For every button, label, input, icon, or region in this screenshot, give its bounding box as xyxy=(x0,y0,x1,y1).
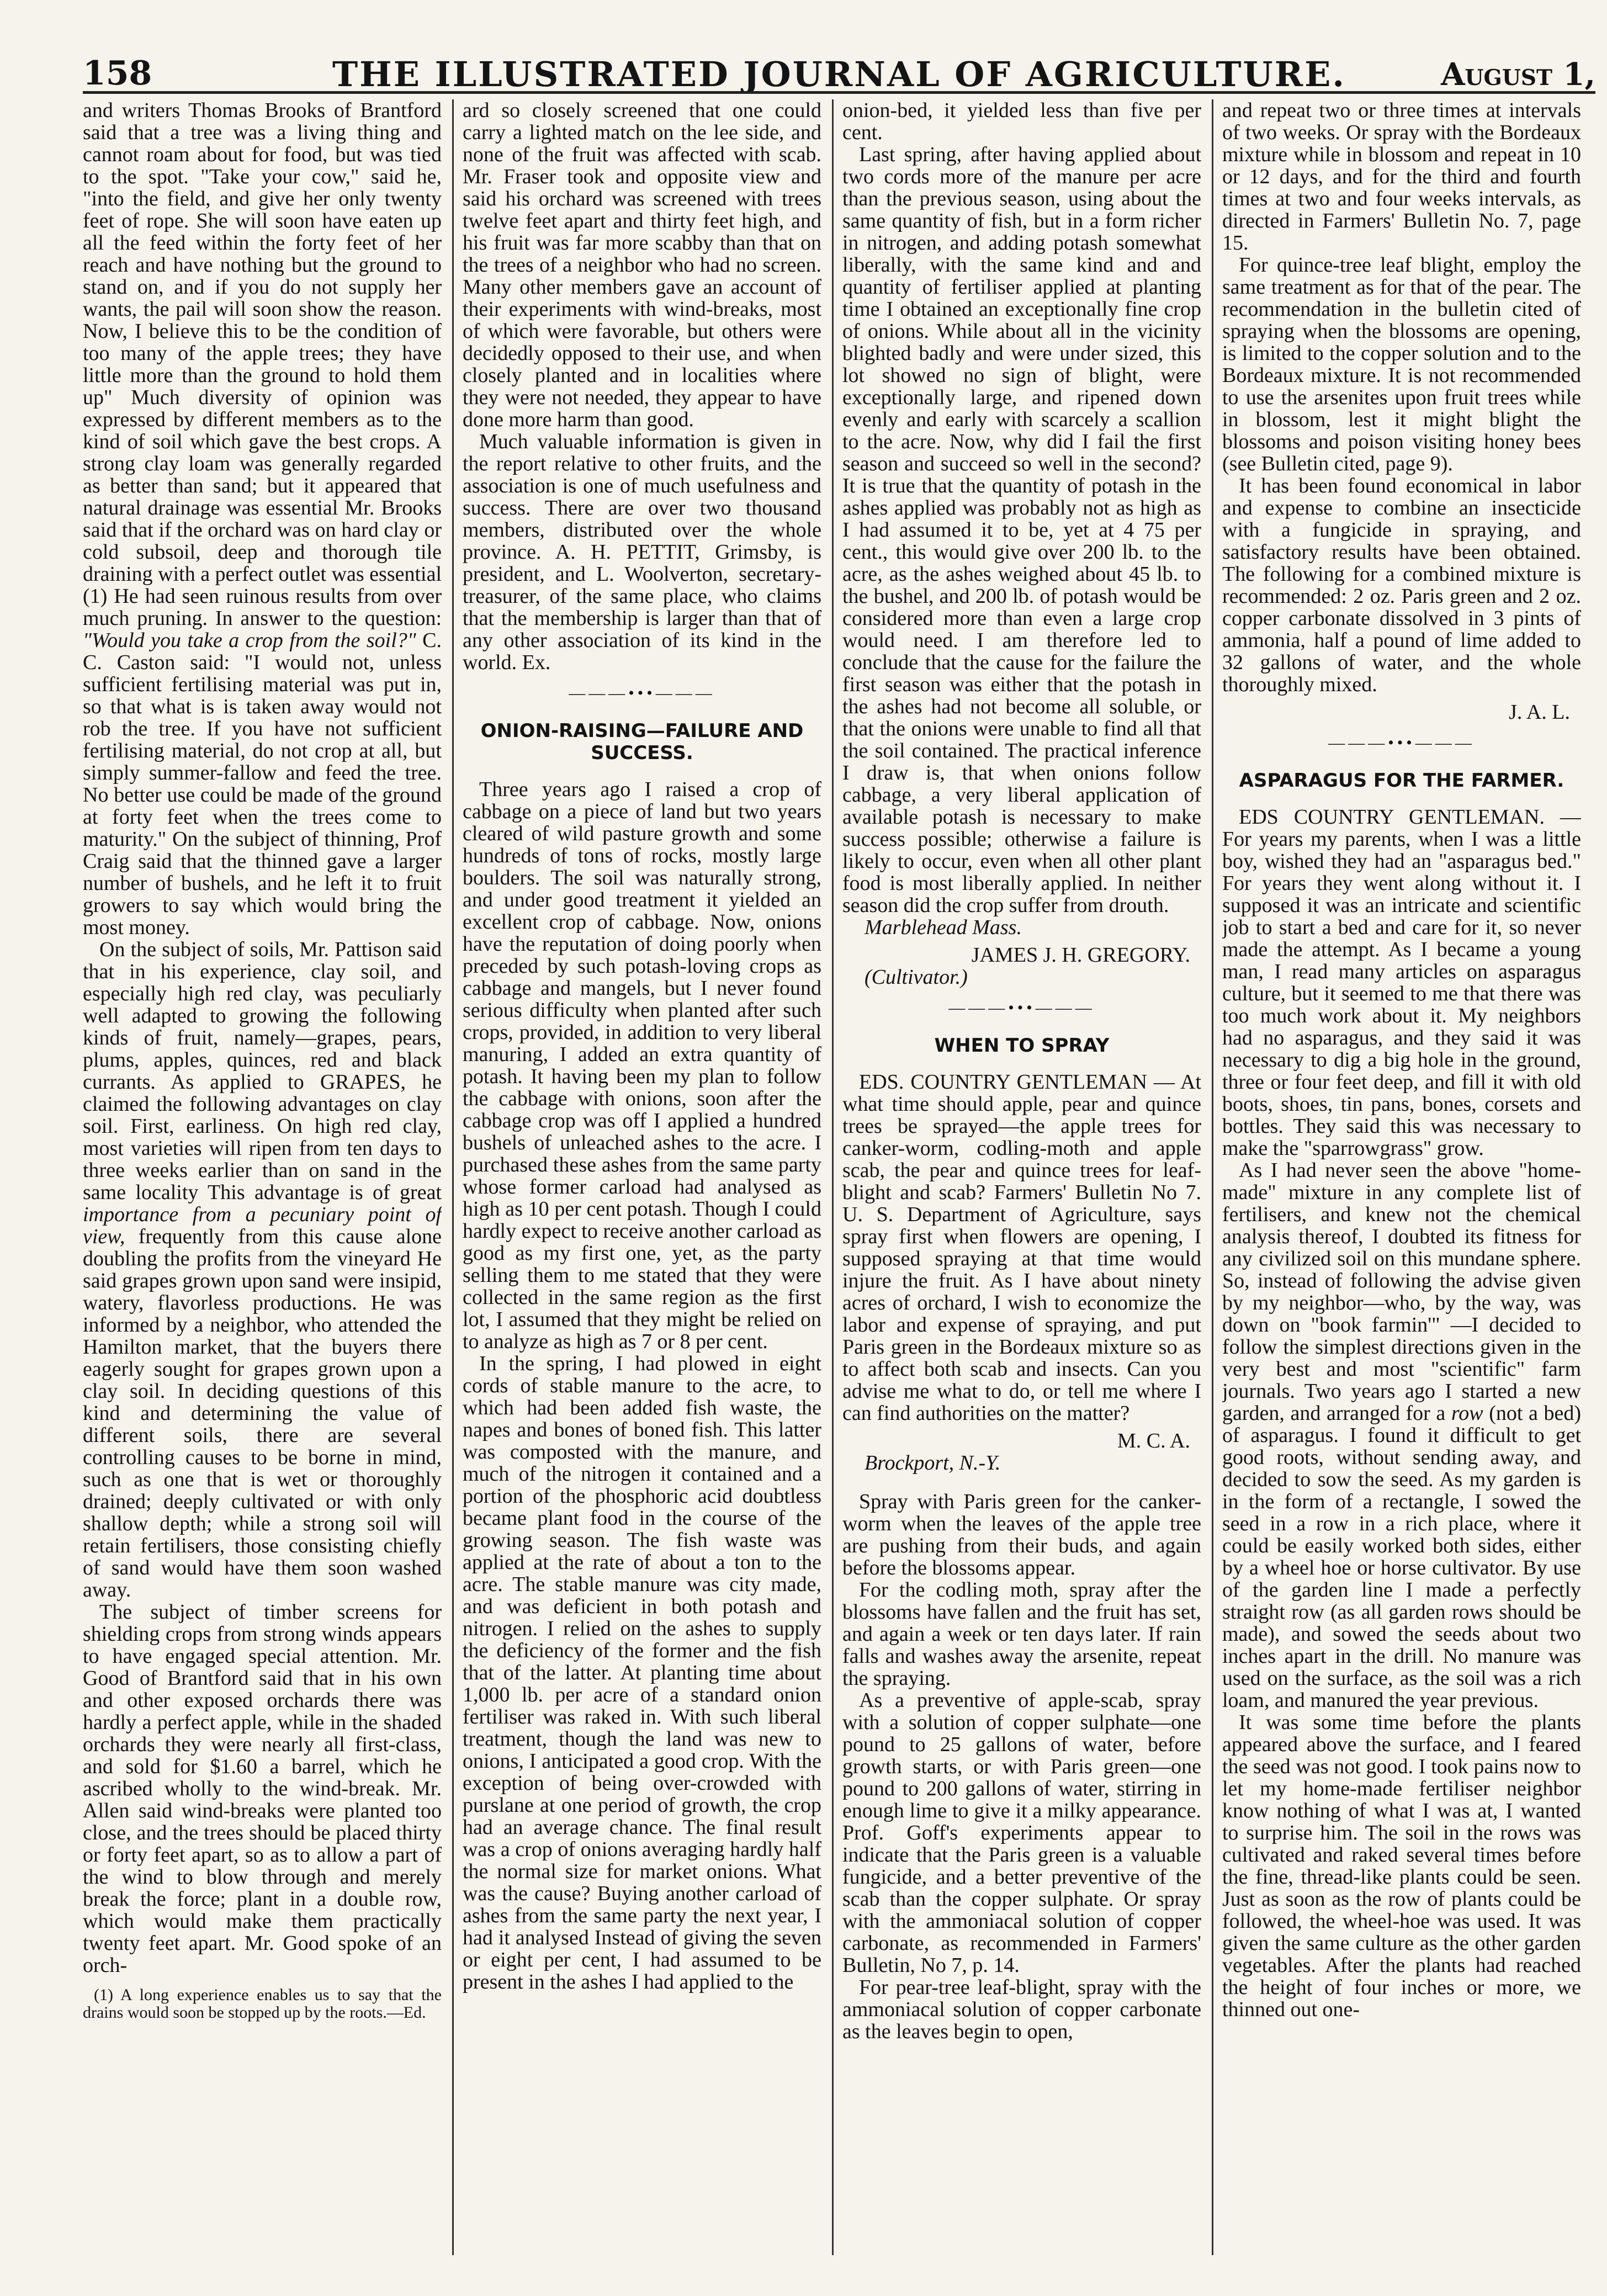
source-credit: (Cultivator.) xyxy=(865,966,968,989)
italic-text: row xyxy=(1451,1402,1483,1425)
column-1 xyxy=(83,99,442,2255)
salutation: EDS. COUNTRY GENTLEMAN — xyxy=(859,1070,1175,1094)
salutation: EDS COUNTRY GENTLEMAN. — xyxy=(1239,805,1581,829)
dateline: Marblehead Mass. xyxy=(865,916,1022,939)
paragraph: Spray with Paris green for the canker-worm when the leaves of the apple tree are pushing from their buds, and again before the blossoms appear. xyxy=(842,1490,1201,1579)
section-separator: ———•••——— xyxy=(569,684,715,702)
paragraph: For the codling moth, spray after the blossoms have fallen and the fruit has set, and again a week or ten days later. If rain falls and washes away the arsenite, repeat the spraying. xyxy=(842,1578,1201,1690)
text: (not a bed) of asparagus. I found it difficult to get good roots, without sending away, and decided to sow the seed. As my garden is in the form of a rectangle, I sowed the seed in a row in a rich place, where it could be easily worked both sides, either by a wheel hoe or horse cultivator. By use of the garden line I made a perfectly straight row (as all garden rows should be made), and sowed the seeds about two inches apart in the drill. No manure was used on the surface, as the soil was a rich loam, and manured the year previous. xyxy=(1222,1402,1581,1712)
text: As I had never seen the above "home-made" mixture in any complete list of fertilisers, and knew not the chemical analysis thereof, I doubted its fitness for any civilized soil on this mundane sphere. So, instead of following the advise given by my neighbor—who, by the way, was down on "book farmin'" —I decided to follow the simplest directions given in the very best and most "scientific" farm journals. Two years ago I started a new garden, and arranged for a xyxy=(1222,1159,1581,1425)
paragraph: The subject of timber screens for shielding crops from strong winds appears to have engaged special attention. Mr. Good of Brantford said that in his own and other exposed orchards there was hardly a perfect apple, while in the shaded orchards they were nearly all first-class, and sold for $1.60 a barrel, which he ascribed wholly to the wind-break. Mr. Allen said wind-breaks were planted too close, and the trees should be placed thirty or forty feet apart, so as to allow a part of the wind to blow through and merely break the force; plant in a double row, which would make them practically twenty feet apart. Mr. Good spoke of an orch- xyxy=(83,1600,442,1977)
column-divider xyxy=(452,99,454,2255)
article-title: ONION-RAISING—FAILURE AND SUCCESS. xyxy=(480,720,804,764)
italic-text: "Would you take a crop from the soil?" xyxy=(83,629,416,652)
column-2 xyxy=(463,99,821,2255)
column-divider xyxy=(832,99,834,2255)
paragraph: In the spring, I had plowed in eight cords of stable manure to the acre, to which had been added fish waste, the napes and bones of boned fish. This latter was composted with the manure, and much of the nitrogen it contained and a portion of the phosphoric acid doubtless became plant food in the course of the growing season. The fish waste was applied at the rate of about a ton to the acre. The stable manure was city made, and was deficient in both potash and nitrogen. I relied on the ashes to supply the deficiency of the former and the fish that of the latter. At planting time about 1,000 lb. per acre of a standard onion fertiliser was raked in. With such liberal treatment, though the land was new to onions, I anticipated a good crop. With the exception of being over-crowded with purslane at one period of growth, the crop had an average chance. The final result was a crop of onions averaging hardly half the normal size for market onions. What was the cause? Buying another carload of ashes from the same party the next year, I had it analysed Instead of giving the seven or eight per cent, I had assumed to be present in the ashes I had applied to the xyxy=(463,1352,821,1993)
paragraph xyxy=(1222,1159,1581,1711)
text: On the subject of soils, Mr. Pattison said that in his experience, clay soil, and especially high red clay, was peculiarly well adapted to growing the following kinds of fruit, namely—grapes, pears, plums, apples, quinces, red and black currants. As applied to GRAPES, he claimed the following advantages on clay soil. First, earliness. On high red clay, most varieties will ripen from ten days to three weeks earlier than on sand in the same locality This advantage is of great xyxy=(83,938,442,1204)
paragraph: onion-bed, it yielded less than five per cent. xyxy=(842,99,1201,144)
column-4 xyxy=(1222,99,1581,2255)
paragraph: For pear-tree leaf-blight, spray with the ammoniacal solution of copper carbonate as the leaves begin to open, xyxy=(842,1976,1201,2043)
paragraph: Last spring, after having applied about two cords more of the manure per acre than the previous season, using about the same quantity of fish, but in a form richer in nitrogen, and adding potash somewhat liberally, with the same kind and and quantity of fertiliser applied at planting time I obtained an exceptionally fine crop of onions. While about all in the vicinity blighted badly and were under sized, this lot showed no sign of blight, were exceptionally large, and ripened down evenly and early with scarcely a scallion to the acre. Now, why did I fail the first season and succeed so well in the second? It is true that the quantity of potash in the ashes applied was probably not as high as I had assumed it to be, yet at 4 75 per cent., this would give over 200 lb. to the acre, as the ashes weighed about 45 lb. to the bushel, and 200 lb. of potash would be considered more than even a large crop would need. I am therefore led to conclude that the cause for the failure the first season was either that the potash in the ashes had not become all soluble, or that the onions were unable to find all that the soil contained. The practical inference I draw is, that when onions follow cabbage, a very liberal application of available potash is necessary to make success possible; otherwise a failure is likely to occur, even when all other plant food is most liberally applied. In neither season did the crop suffer from drouth. xyxy=(842,143,1201,917)
paragraph: ard so closely screened that one could carry a lighted match on the lee side, and none of the fruit was affected with scab. Mr. Fraser took and opposite view and said his orchard was screened with trees twelve feet apart and thirty feet high, and his fruit was far more scabby than that on the trees of a neighbor who had no screen. Many other members gave an account of their experiments with wind-breaks, most of which were favorable, but others were decidedly opposed to their use, and when closely planted and in localities where they were not needed, they appear to have done more harm than good. xyxy=(463,99,821,431)
paragraph: As a preventive of apple-scab, spray with a solution of copper sulphate—one pound to 25 gallons of water, before growth starts, or with Paris green—one pound to 200 gallons of water, stirring in enough lime to give it a milky appearance. Prof. Goff's experiments appear to indicate that the Paris green is a valuable fungicide, and a better preventive of the scab than the copper sulphate. Or spray with the ammoniacal solution of copper carbonate, as recommended in Farmers' Bulletin, No 7, p. 14. xyxy=(842,1689,1201,1977)
signature: JAMES J. H. GREGORY. xyxy=(971,943,1190,967)
paragraph xyxy=(842,1071,1201,1424)
text: Much valuable information is given in the report relative to other fruits, and the association is one of much usefulness and success. There are over two thousand members, distributed over the whole province. A. H. PETTIT, Grimsby, is president, and L. Woolverton, secretary-treasurer, of the same place, who claims that the membership is larger than that of any other association of its kind in the world. xyxy=(463,430,821,674)
signature: M. C. A. xyxy=(1117,1429,1190,1452)
paragraph xyxy=(83,99,442,938)
paragraph: It has been found economical in labor and expense to combine an insecticide with a fungicide in spraying, and satisfactory results have been obtained. The following for a combined mixture is recommended: 2 oz. Paris green and 2 oz. copper carbonate dissolved in 3 pints of ammonia, half a pound of lime added to 32 gallons of water, and the whole thoroughly mixed. xyxy=(1222,474,1581,696)
article-title: WHEN TO SPRAY xyxy=(934,1035,1110,1057)
paragraph xyxy=(1222,806,1581,1159)
text: frequently from this cause alone doubling the profits from the vineyard He said grapes grown upon sand were insipid, watery, flavorless productions. He was informed by a neighbor, who attended the Hamilton market, that the buyers there eagerly sought for grapes grown upon a clay soil. In deciding questions of this kind and determining the value of different soils, there are several controlling causes to be borne in mind, such as one that is wet or thoroughly drained; deeply cultivated or with only shallow depth; while a strong soil will retain fertilisers, those consisting chiefly of sand would have them soon washed away. xyxy=(83,1225,442,1602)
paragraph xyxy=(463,431,821,674)
footnote: (1) A long experience enables us to say that the drains would soon be stopped up by the roots.—Ed. xyxy=(83,1986,442,2022)
page-number: 158 xyxy=(83,54,152,93)
column-divider xyxy=(1212,99,1213,2255)
paragraph: It was some time before the plants appeared above the surface, and I feared the seed was not good. I took pains now to let my home-made fertiliser neighbor know nothing of what I was at, I wanted to surprise him. The soil in the rows was cultivated and raked several times before the fine, thread-like plants could be seen. Just as soon as the row of plants could be followed, the wheel-hoe was used. It was given the same culture as the other garden vegetables. After the plants had reached the height of four inches or more, we thinned out one- xyxy=(1222,1711,1581,2021)
signature: J. A. L. xyxy=(1509,701,1570,724)
paragraph xyxy=(83,938,442,1601)
header-rule xyxy=(83,91,1595,94)
text: C. C. Caston said: "I would not, unless sufficient fertilising material was put in, so that what is is taken away would not rob the tree. If you have not sufficient fertilising material, do not crop at all, but simply summer-fallow and feed the tree. No better use could be made of the ground at forty feet when the trees come to maturity." On the subject of thinning, Prof Craig said that the thinned gave a larger number of bushels, and he left it to fruit growers to say which would bring the most money. xyxy=(83,629,442,939)
section-separator: ———•••——— xyxy=(1328,734,1475,752)
column-3 xyxy=(842,99,1201,2255)
journal-title: THE ILLUSTRATED JOURNAL OF AGRICULTURE. xyxy=(332,54,1346,94)
source-credit: Ex. xyxy=(522,651,551,674)
text: At what time should apple, pear and quince trees be sprayed—the apple trees for canker-worm, codling-moth and apple scab, the pear and quince trees for leaf-blight and scab? Farmers' Bulletin No 7. U. S. Department of Agriculture, says spray first when flowers are opening, I supposed spraying at that time would injure the fruit. As I have about ninety acres of orchard, I wish to economize the labor and expense of spraying, and put Paris green in the Bordeaux mixture so as to affect both scab and insects. Can you advise me what to do, or tell me where I can find authorities on the matter? xyxy=(842,1070,1201,1425)
page-header xyxy=(83,49,1595,93)
dateline: Brockport, N.-Y. xyxy=(865,1451,1001,1475)
text: and writers Thomas Brooks of Brantford said that a tree was a living thing and cannot roam about for food, but was tied to the spot. "Take your cow," said he, "into the field, and give her only twenty feet of rope. She will soon have eaten up all the feed within the forty feet of her reach and have nothing but the ground to stand on, and if you do not supply her wants, the pail will soon show the reason. Now, I believe this to be the condition of too many of the apple trees; they have little more than the ground to hold them up" Much diversity of opinion was expressed by different members as to the kind of soil which gave the best crops. A strong clay loam was generally regarded as better than sand; but it appeared that natural drainage was essential Mr. Brooks said that if the orchard was on hard clay or cold subsoil, deep and thorough tile draining with a perfect outlet was essential (1) He had seen ruinous results from over much pruning. In answer to the question: xyxy=(83,99,442,630)
paragraph: For quince-tree leaf blight, employ the same treatment as for that of the pear. The recommendation in the bulletin cited of spraying when the blossoms are opening, is limited to the copper solution and to the Bordeaux mixture. It is not recommended to use the arsenites upon fruit trees while in blossom, lest it might blight the blossoms and poison visiting honey bees (see Bulletin cited, page 9). xyxy=(1222,253,1581,475)
italic-text: importance from a pecuniary point of view, xyxy=(83,1203,442,1248)
issue-date: August 1, xyxy=(1441,56,1595,93)
paragraph: Three years ago I raised a crop of cabbage on a piece of land but two years cleared of wild pasture growth and some hundreds of tons of rocks, mostly large boulders. The soil was naturally strong, and under good treatment it yielded an excellent crop of cabbage. Now, onions have the reputation of doing poorly when preceded by such potash-loving crops as cabbage and mangels, but I never found serious difficulty when planted after such crops, provided, in addition to very liberal manuring, I added an extra quantity of potash. It having been my plan to follow the cabbage with onions, soon after the cabbage crop was off I applied a hundred bushels of unleached ashes to the acre. I purchased these ashes from the same party whose former carload had analysed as high as 10 per cent potash. Though I could hardly expect to receive another carload as good as my first one, yet, as the party selling them to me stated that they were collected in the same region as the first lot, I assumed that they might be relied on to analyze as high as 7 or 8 per cent. xyxy=(463,778,821,1353)
article-title: ASPARAGUS FOR THE FARMER. xyxy=(1239,770,1564,792)
paragraph: and repeat two or three times at intervals of two weeks. Or spray with the Bordeaux mixture while in blossom and repeat in 10 or 12 days, and for the third and fourth times at two and four weeks intervals, as directed in Farmers' Bulletin No. 7, page 15. xyxy=(1222,99,1581,254)
section-separator: ———•••——— xyxy=(948,999,1095,1017)
text: For years my parents, when I was a little boy, wished they had an "asparagus bed." For years they went along without it. I supposed it was an intricate and scientific job to start a bed and care for it, so never made the attempt. As I became a young man, I read many articles on asparagus culture, but it seemed to me that there was too much work about it. My neighbors had no asparagus, and they said it was necessary to dig a big hole in the ground, three or four feet deep, and fill it with old boots, shoes, tin pans, bones, corsets and bottles. They said this was necessary to make the "sparrowgrass" grow. xyxy=(1222,828,1581,1160)
